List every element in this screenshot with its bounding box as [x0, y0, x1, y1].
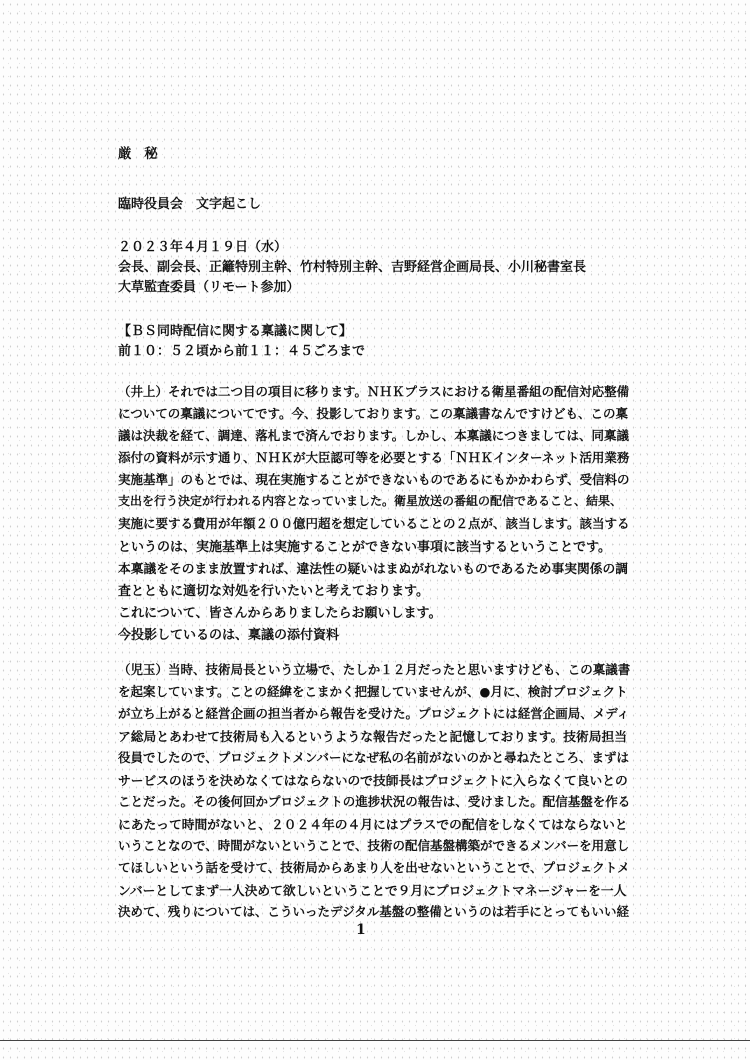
text-line: いうことなので、時間がないということで、技術の配信基盤構築ができるメンバーを用意し: [118, 838, 630, 853]
meeting-title: 臨時役員会 文字起こし: [118, 197, 262, 212]
text-line: 支出を行う決定が行われる内容となっていました。衛星放送の番組の配信であること、結果、: [118, 494, 623, 508]
text-line: というのは、実施基準上は実施することができない事項に該当するということです。: [118, 540, 611, 555]
text-line: ンバーとしてまず一人決めて欲しいということで９月にプロジェクトマネージャーを一人: [118, 884, 627, 899]
text-line: についての稟議についてです。今、投影しております。この稟議書なんですけども、この稟: [118, 406, 629, 421]
text-line: ことだった。その後何回かプロジェクトの進捗状況の報告は、受けました。配信基盤を作る: [118, 794, 631, 809]
text-line: （井上）それでは二つ目の項目に移ります。ＮＨＫプラスにおける衛星番組の配信対応整備: [118, 384, 630, 399]
text-line: てほしいという話を受けて、技術局からあまり人を出せないということで、プロジェクトメ: [118, 860, 630, 875]
attendees-line: 大草監査委員（リモート参加）: [118, 280, 300, 295]
text-line: 今投影しているのは、稟議の添付資料: [118, 628, 340, 643]
text-line: 決めて、残りについては、こういったデジタル基盤の整備というのは若手にとってもいい経: [118, 904, 630, 919]
text-line: 添付の資料が示す通り、ＮＨＫが大臣認可等を必要とする「ＮＨＫインターネット活用業務: [118, 450, 630, 465]
scan-edge-line: [0, 1040, 750, 1041]
attendees-line: 会長、副会長、正籬特別主幹、竹村特別主幹、吉野経営企画局長、小川秘書室長: [118, 260, 587, 275]
text-line: 査とともに適切な対処を行いたいと考えております。: [118, 584, 429, 599]
text-line: ア総局とあわせて技術局も入るというような報告だったと記憶しております。技術局担当: [118, 730, 627, 745]
text-line: 役員でしたので、プロジェクトメンバーになぜ私の名前がないのかと尋ねたところ、まずは: [118, 750, 630, 765]
agenda-time: 前１０：５２頃から前１１：４５ごろまで: [118, 344, 366, 359]
text-line: 議は決裁を経て、調達、落札まで済んでおります。しかし、本稟議につきましては、同稟議: [118, 428, 630, 443]
text-line: が立ち上がると経営企画の担当者から報告を受けた。プロジェクトには経営企画局、メディ: [118, 706, 630, 721]
text-line: を起案しています。ことの経緯をこまかく把握していませんが、●月に、検討プロジェクト: [118, 684, 628, 699]
text-line: これについて、皆さんからありましたらお願いします。: [118, 606, 442, 621]
text-line: （児玉）当時、技術局長という立場で、たしか１２月だったと思いますけども、この稟議書: [118, 662, 631, 677]
text-line: 実施に要する費用が年額２００億円超を想定していることの２点が、該当します。該当する: [118, 516, 630, 531]
text-line: サービスのほうを決めなくてはならないので技師長はプロジェクトに入らなくて良いとの: [118, 774, 628, 789]
page-number: 1: [356, 922, 366, 938]
text-line: にあたって時間がないと、２０２４年の４月にはプラスでの配信をしなくてはならないと: [118, 818, 628, 833]
text-line: 本稟議をそのまま放置すれば、違法性の疑いはまぬがれないものであるため事実関係の調: [118, 562, 628, 577]
text-line: 実施基準」のもとでは、現在実施することができないものであるにもかかわらず、受信料の: [118, 472, 630, 487]
meeting-date: ２０２３年４月１９日（水）: [118, 240, 288, 255]
classification-mark: 厳 秘: [118, 146, 162, 162]
agenda-topic: 【ＢＳ同時配信に関する稟議に関して】: [118, 324, 353, 339]
